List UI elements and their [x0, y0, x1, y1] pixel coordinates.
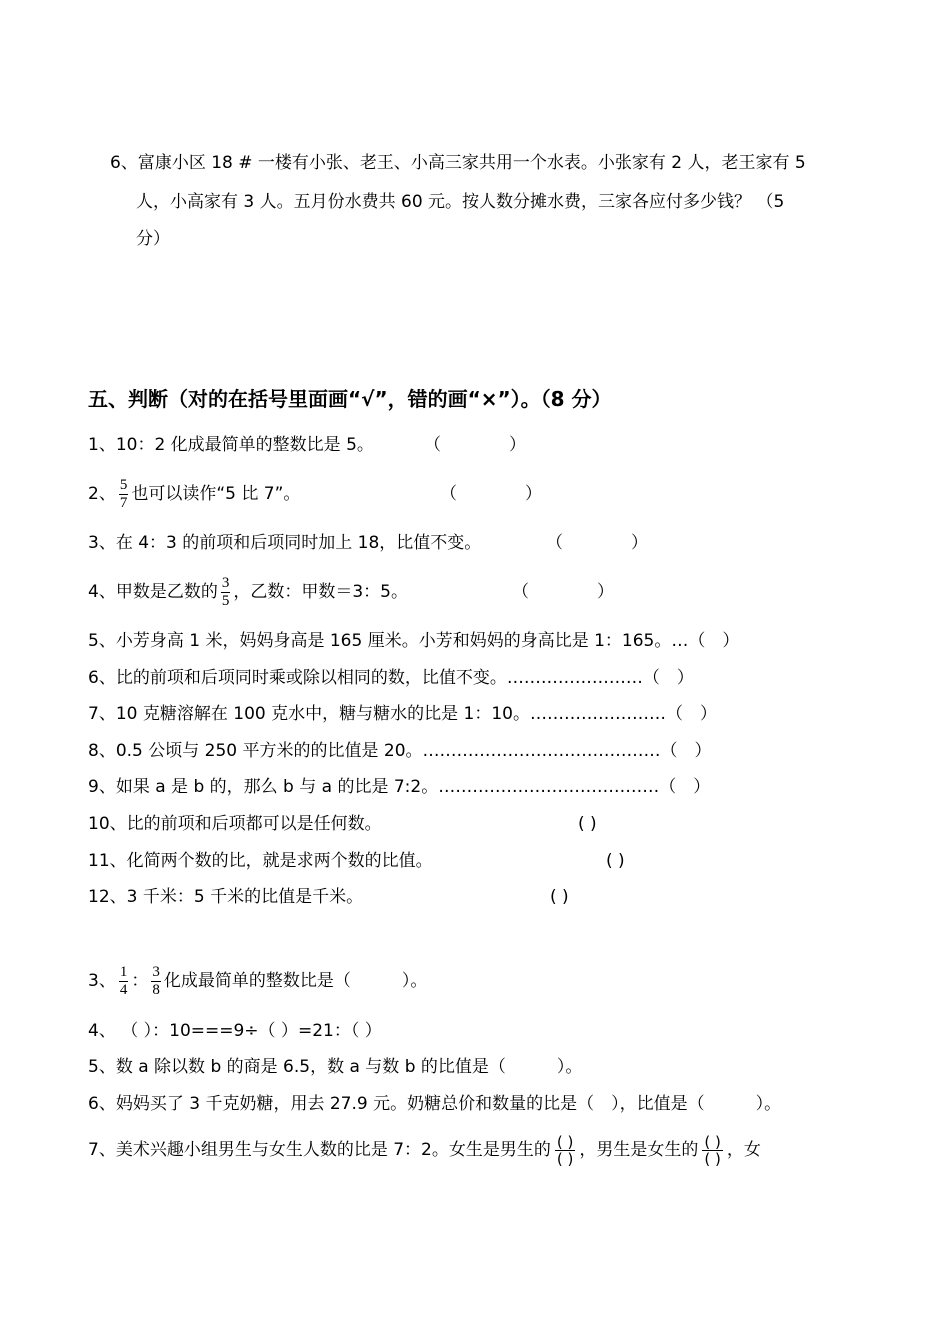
problem-6-line-3: 分）	[136, 229, 170, 249]
fraction-3-5	[221, 575, 231, 610]
fraction-denominator: 4	[119, 981, 128, 998]
blank-fraction[interactable]	[702, 1134, 722, 1167]
fill-item-6: 6、妈妈买了 3 千克奶糖，用去 27.9 元。奶糖总价和数量的比是（ ），比值是（ ）。	[88, 1094, 782, 1114]
judge-item-11-paren[interactable]: ( )	[606, 851, 625, 871]
fraction-5-7	[119, 477, 129, 512]
fraction-3-8	[151, 964, 161, 999]
fill-item-7-prefix: 7、美术兴趣小组男生与女生人数的比是 7：2。女生是男生的	[88, 1140, 551, 1160]
judge-item-4-prefix: 4、甲数是乙数的	[88, 582, 218, 602]
fraction-numerator: 1	[119, 963, 128, 980]
judge-item-1	[88, 434, 526, 456]
judge-item-5: 5、小芳身高 1 米，妈妈身高是 165 厘米。小芳和妈妈的身高比是 1：165。…（ ）	[88, 631, 740, 651]
judge-item-2-text: 也可以读作“5 比 7”。	[131, 484, 301, 504]
problem-6-line-1: 6、富康小区 18 # 一楼有小张、老王、小高三家共用一个水表。小张家有 2 人，老王家有 5	[110, 153, 806, 173]
judge-item-10-text: 10、比的前项和后项都可以是任何数。	[88, 814, 382, 834]
blank-numerator: ( )	[556, 1132, 574, 1151]
ratio-colon: ：	[131, 971, 149, 991]
judge-item-2-prefix: 2、	[88, 484, 116, 504]
fraction-denominator: 8	[152, 981, 160, 998]
judge-item-1-paren[interactable]: （ ）	[424, 435, 526, 455]
fraction-denominator: 5	[221, 592, 230, 609]
judge-item-4-paren[interactable]: （ ）	[512, 582, 614, 602]
section-5-title: 五、判断（对的在括号里面画“√”，错的画“×”）。（8 分）	[88, 387, 612, 411]
fraction-denominator: 7	[119, 494, 128, 511]
judge-item-1-text: 1、10：2 化成最简单的整数比是 5。	[88, 435, 374, 455]
fraction-numerator: 3	[152, 963, 160, 980]
judge-item-10	[88, 813, 597, 835]
judge-item-4	[88, 570, 614, 614]
judge-item-8: 8、0.5 公顷与 250 平方米的的比值是 20。……………………………………（ ）	[88, 741, 712, 761]
blank-denominator: ( )	[704, 1149, 721, 1168]
fill-item-7-suffix: ，女	[726, 1140, 761, 1160]
judge-item-3	[88, 532, 648, 554]
fraction-numerator: 5	[119, 476, 128, 493]
judge-item-6: 6、比的前项和后项同时乘或除以相同的数，比值不变。……………………（ ）	[88, 668, 694, 688]
judge-item-7: 7、10 克糖溶解在 100 克水中，糖与糖水的比是 1：10。……………………（ ）	[88, 704, 717, 724]
judge-item-12	[88, 886, 569, 908]
judge-item-4-text: ，乙数：甲数＝3：5。	[233, 582, 408, 602]
judge-item-2	[88, 472, 542, 516]
problem-6-line-2: 人，小高家有 3 人。五月份水费共 60 元。按人数分摊水费，三家各应付多少钱？ （5	[136, 192, 785, 212]
fill-item-4: 4、 （ ）：10===9÷（ ）=21：（ ）	[88, 1021, 382, 1041]
blank-denominator: ( )	[556, 1149, 574, 1168]
judge-item-12-text: 12、3 千米：5 千米的比值是千米。	[88, 887, 364, 907]
fraction-1-4	[119, 964, 129, 999]
judge-item-2-paren[interactable]: （ ）	[440, 484, 542, 504]
fill-item-5: 5、数 a 除以数 b 的商是 6.5，数 a 与数 b 的比值是（ ）。	[88, 1057, 583, 1077]
judge-item-3-text: 3、在 4：3 的前项和后项同时加上 18，比值不变。	[88, 533, 482, 553]
judge-item-3-paren[interactable]: （ ）	[546, 533, 648, 553]
fill-item-3-text: 化成最简单的整数比是（ ）。	[163, 971, 428, 991]
judge-item-11	[88, 850, 625, 872]
judge-item-12-paren[interactable]: ( )	[550, 887, 569, 907]
blank-numerator: ( )	[704, 1132, 721, 1151]
judge-item-9: 9、如果 a 是 b 的，那么 b 与 a 的比是 7:2。…………………………………（ ）	[88, 777, 711, 797]
fill-item-7	[88, 1128, 761, 1172]
judge-item-10-paren[interactable]: ( )	[578, 814, 597, 834]
fill-item-7-middle: ，男生是女生的	[579, 1140, 699, 1160]
fraction-numerator: 3	[221, 574, 230, 591]
fill-item-3-prefix: 3、	[88, 971, 116, 991]
fill-item-3	[88, 958, 427, 1004]
blank-fraction[interactable]	[555, 1134, 575, 1167]
judge-item-11-text: 11、化简两个数的比，就是求两个数的比值。	[88, 851, 433, 871]
